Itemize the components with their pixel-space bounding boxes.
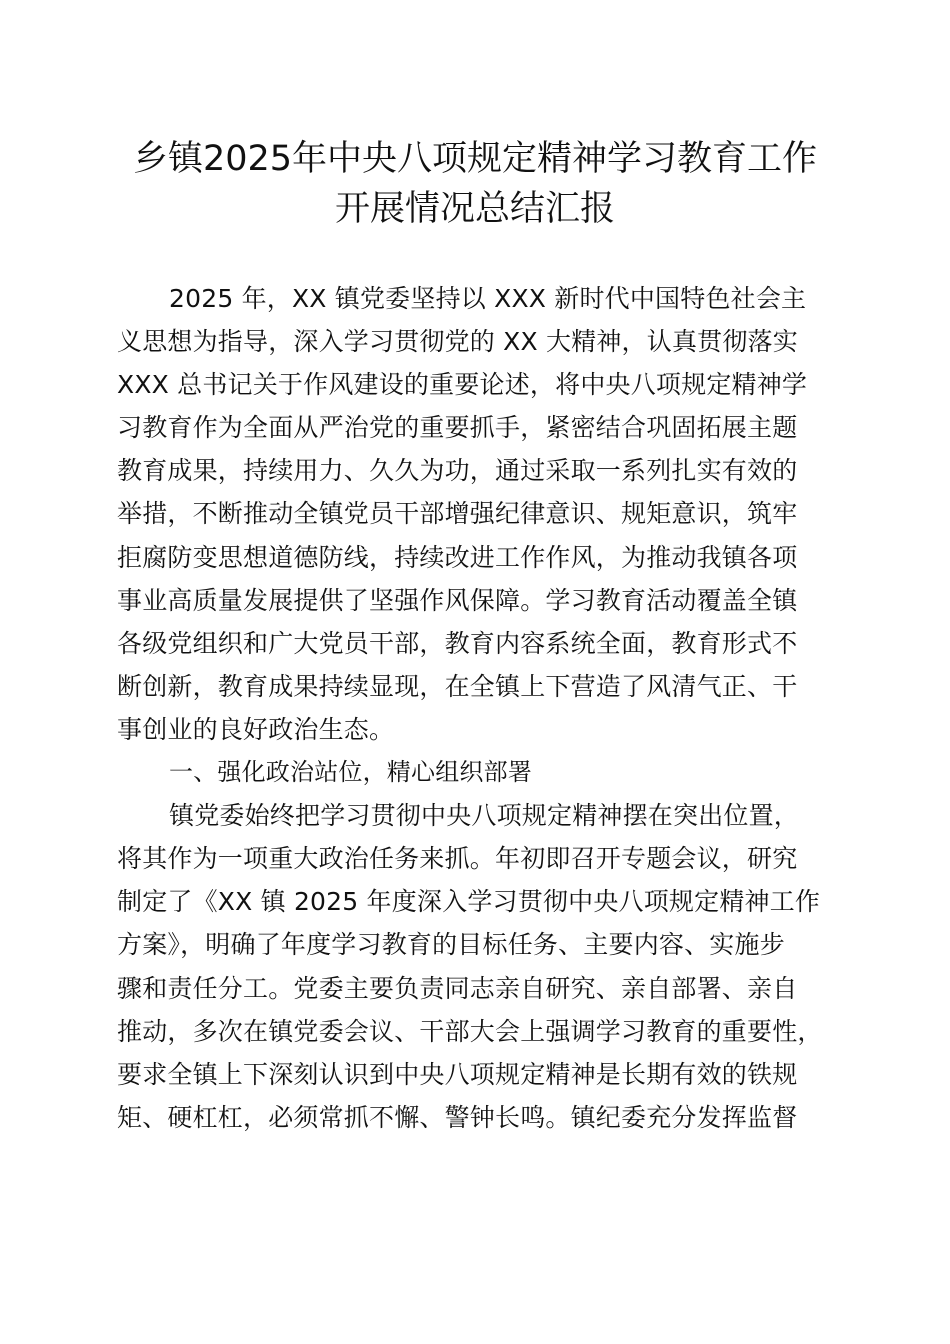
- paragraph-line: XXX 总书记关于作风建设的重要论述，将中央八项规定精神学: [117, 370, 808, 400]
- paragraph-line: 推动，多次在镇党委会议、干部大会上强调学习教育的重要性，: [117, 1016, 823, 1046]
- paragraph-line: 镇党委始终把学习贯彻中央八项规定精神摆在突出位置，: [169, 801, 800, 831]
- paragraph-line: 义思想为指导，深入学习贯彻党的 XX 大精神，认真贯彻落实: [117, 327, 798, 357]
- paragraph-line: 要求全镇上下深刻认识到中央八项规定精神是长期有效的铁规: [117, 1059, 798, 1089]
- paragraph-line: 习教育作为全面从严治党的重要抓手，紧密结合巩固拓展主题: [117, 413, 798, 443]
- paragraph-line: 骤和责任分工。党委主要负责同志亲自研究、亲自部署、亲自: [117, 973, 798, 1003]
- paragraph-line: 方案》，明确了年度学习教育的目标任务、主要内容、实施步: [117, 930, 785, 960]
- paragraph-line: 各级党组织和广大党员干部，教育内容系统全面，教育形式不: [117, 628, 798, 658]
- document-body: [117, 277, 837, 1139]
- paragraph-line: 2025 年，XX 镇党委坚持以 XXX 新时代中国特色社会主: [169, 284, 807, 313]
- paragraph-line: 教育成果，持续用力、久久为功，通过采取一系列扎实有效的: [117, 456, 798, 486]
- paragraph-line: 举措，不断推动全镇党员干部增强纪律意识、规矩意识，筑牢: [117, 499, 798, 529]
- paragraph-line: 矩、硬杠杠，必须常抓不懈、警钟长鸣。镇纪委充分发挥监督: [117, 1102, 798, 1132]
- paragraph-line: 事创业的良好政治生态。: [117, 714, 395, 744]
- document-title-line-2: 开展情况总结汇报: [334, 189, 615, 229]
- section-heading: 一、强化政治站位，精心组织部署: [169, 758, 532, 787]
- paragraph-line: 断创新，教育成果持续显现，在全镇上下营造了风清气正、干: [117, 671, 798, 701]
- paragraph-line: 事业高质量发展提供了坚强作风保障。学习教育活动覆盖全镇: [117, 585, 798, 615]
- document-title-line-1: 乡镇2025年中央八项规定精神学习教育工作: [132, 139, 818, 179]
- paragraph-line: 将其作为一项重大政治任务来抓。年初即召开专题会议，研究: [117, 844, 798, 874]
- paragraph-line: 拒腐防变思想道德防线，持续改进工作作风，为推动我镇各项: [117, 542, 798, 572]
- paragraph-line: 制定了《XX 镇 2025 年度深入学习贯彻中央八项规定精神工作: [117, 887, 821, 917]
